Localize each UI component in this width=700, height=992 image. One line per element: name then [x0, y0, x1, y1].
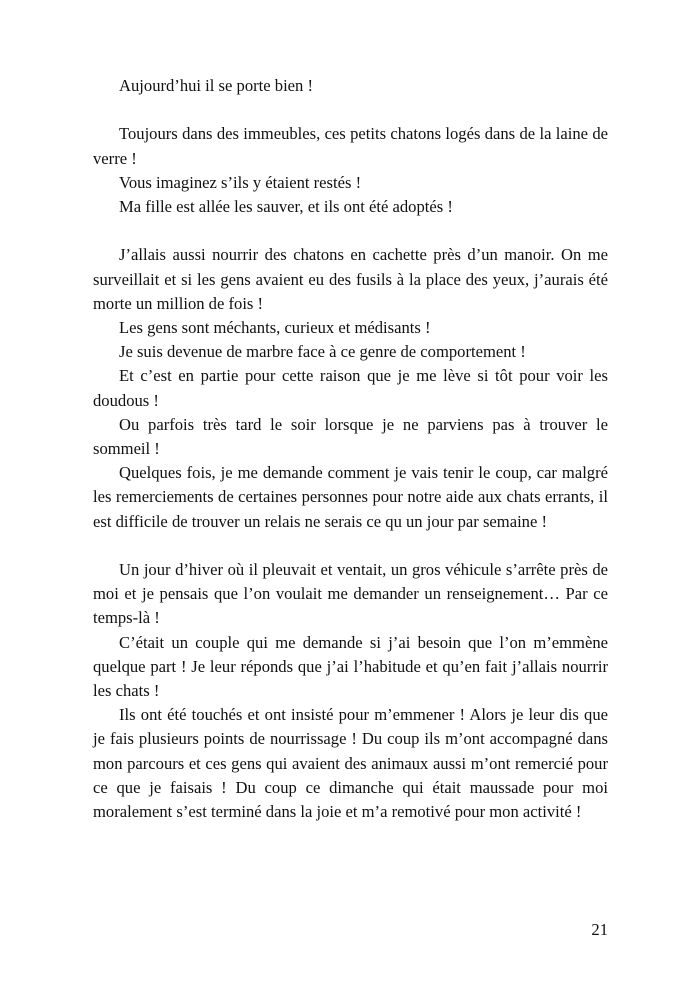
page-body [93, 74, 608, 824]
paragraph: Et c’est en partie pour cette raison que je me lève si tôt pour voir les doudous ! [93, 366, 608, 410]
section-gap [93, 534, 608, 558]
paragraph: Ou parfois très tard le soir lorsque je ne parviens pas à trouver le sommeil ! [93, 414, 608, 459]
paragraph: Aujourd’hui il se porte bien ! [119, 76, 314, 95]
section-gap [93, 98, 608, 122]
section-gap [93, 219, 608, 243]
paragraph: Toujours dans des immeubles, ces petits chatons logés dans de la laine de verre ! [93, 124, 608, 168]
paragraph: Vous imaginez s’ils y étaient restés ! [119, 172, 362, 192]
paragraph: C’était un couple qui me demande si j’ai besoin que l’on m’emmène quelque part ! Je leur réponds que j’ai l’habitude et qu’en fait j’allais nourrir les chats ! [93, 632, 608, 701]
page-number: 21 [591, 920, 608, 939]
paragraph: Quelques fois, je me demande comment je vais tenir le coup, car malgré les remerciements de certaines personnes pour notre aide aux chats errants, il est difficile de trouver un relais ne serais ce qu un jour par semaine ! [93, 463, 608, 531]
paragraph: Ils ont été touchés et ont insisté pour m’emmener ! Alors je leur dis que je fais plusieurs points de nourrissage ! Du coup ils m’ont accompagné dans mon parcours et ces gens qui avaient des animaux aussi m’ont remercié pour ce que je faisais ! Du coup ce dimanche qui était maussade pour moi moralement s’est terminé dans la joie et m’a remotivé pour mon activité ! [93, 705, 608, 822]
paragraph: Je suis devenue de marbre face à ce genre de comportement ! [119, 342, 526, 362]
paragraph: J’allais aussi nourrir des chatons en cachette près d’un manoir. On me surveillait et si les gens avaient eu des fusils à la place des yeux, j’aurais été morte un million de fois ! [93, 245, 608, 313]
paragraph: Les gens sont méchants, curieux et médisants ! [119, 318, 431, 337]
paragraph: Ma fille est allée les sauver, et ils ont été adoptés ! [119, 197, 453, 216]
paragraph: Un jour d’hiver où il pleuvait et ventait, un gros véhicule s’arrête près de moi et je pensais que l’on voulait me demander un renseignement… Par ce temps-là ! [93, 560, 608, 628]
